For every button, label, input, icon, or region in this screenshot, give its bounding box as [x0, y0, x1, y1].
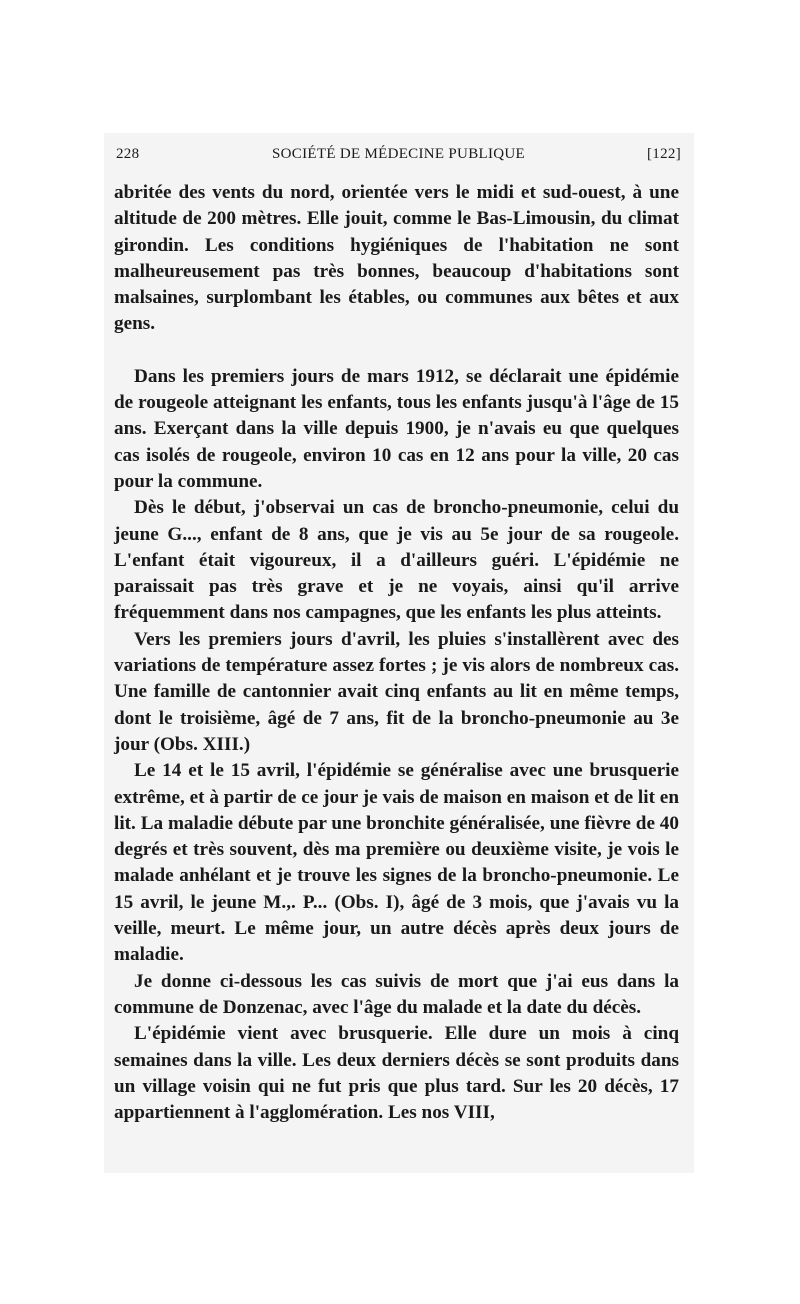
- running-header: [116, 146, 681, 168]
- page-number: 228: [116, 146, 140, 162]
- paragraph: Le 14 et le 15 avril, l'épidémie se généralise avec une brusquerie extrême, et à partir de ce jour je vais de maison en maison et de lit en lit. La maladie débute par une bronchite généralisée, une fièvre de 40 degrés et très souvent, dès ma première ou deuxième visite, je vois le malade anhélant et je trouve les signes de la broncho-pneumonie. Le 15 avril, le jeune M.,. P... (Obs. I), âgé de 3 mois, que j'avais vu la veille, meurt. Le même jour, un autre décès après deux jours de maladie.: [114, 760, 679, 966]
- section-reference: [122]: [647, 146, 681, 162]
- paragraph: Dès le début, j'observai un cas de broncho-pneumonie, celui du jeune G..., enfant de 8 ans, que je vis au 5e jour de sa rougeole. L'enfant était vigoureux, il a d'ailleurs guéri. L'épidémie ne paraissait pas très grave et je ne voyais, ainsi qu'il arrive fréquemment dans nos campagnes, que les enfants les plus atteints.: [114, 497, 679, 624]
- paragraph: Dans les premiers jours de mars 1912, se déclarait une épidémie de rougeole atteignant les enfants, tous les enfants jusqu'à l'âge de 15 ans. Exerçant dans la ville depuis 1900, je n'avais eu que quelques cas isolés de rougeole, environ 10 cas en 12 ans pour la ville, 20 cas pour la commune.: [114, 365, 679, 492]
- paragraph: L'épidémie vient avec brusquerie. Elle dure un mois à cinq semaines dans la ville. Les deux derniers décès se sont produits dans un village voisin qui ne fut pris que plus tard. Sur les 20 décès, 17 appartiennent à l'agglomération. Les nos VIII,: [114, 1023, 679, 1124]
- body-text: [114, 180, 679, 1126]
- paragraph: Je donne ci-dessous les cas suivis de mort que j'ai eus dans la commune de Donzenac, avec l'âge du malade et la date du décès.: [114, 970, 679, 1018]
- running-title: SOCIÉTÉ DE MÉDECINE PUBLIQUE: [272, 146, 525, 162]
- paragraph-continued: abritée des vents du nord, orientée vers le midi et sud-ouest, à une altitude de 200 mètres. Elle jouit, comme le Bas-Limousin, du climat girondin. Les conditions hygiéniques de l'habitation ne sont malheureusement pas très bonnes, beaucoup d'habitations sont malsaines, surplombant les étables, ou communes aux bêtes et aux gens.: [114, 182, 679, 335]
- paragraph: Vers les premiers jours d'avril, les pluies s'installèrent avec des variations de température assez fortes ; je vis alors de nombreux cas. Une famille de cantonnier avait cinq enfants au lit en même temps, dont le troisième, âgé de 7 ans, fit de la broncho-pneumonie au 3e jour (Obs. XIII.): [114, 628, 679, 755]
